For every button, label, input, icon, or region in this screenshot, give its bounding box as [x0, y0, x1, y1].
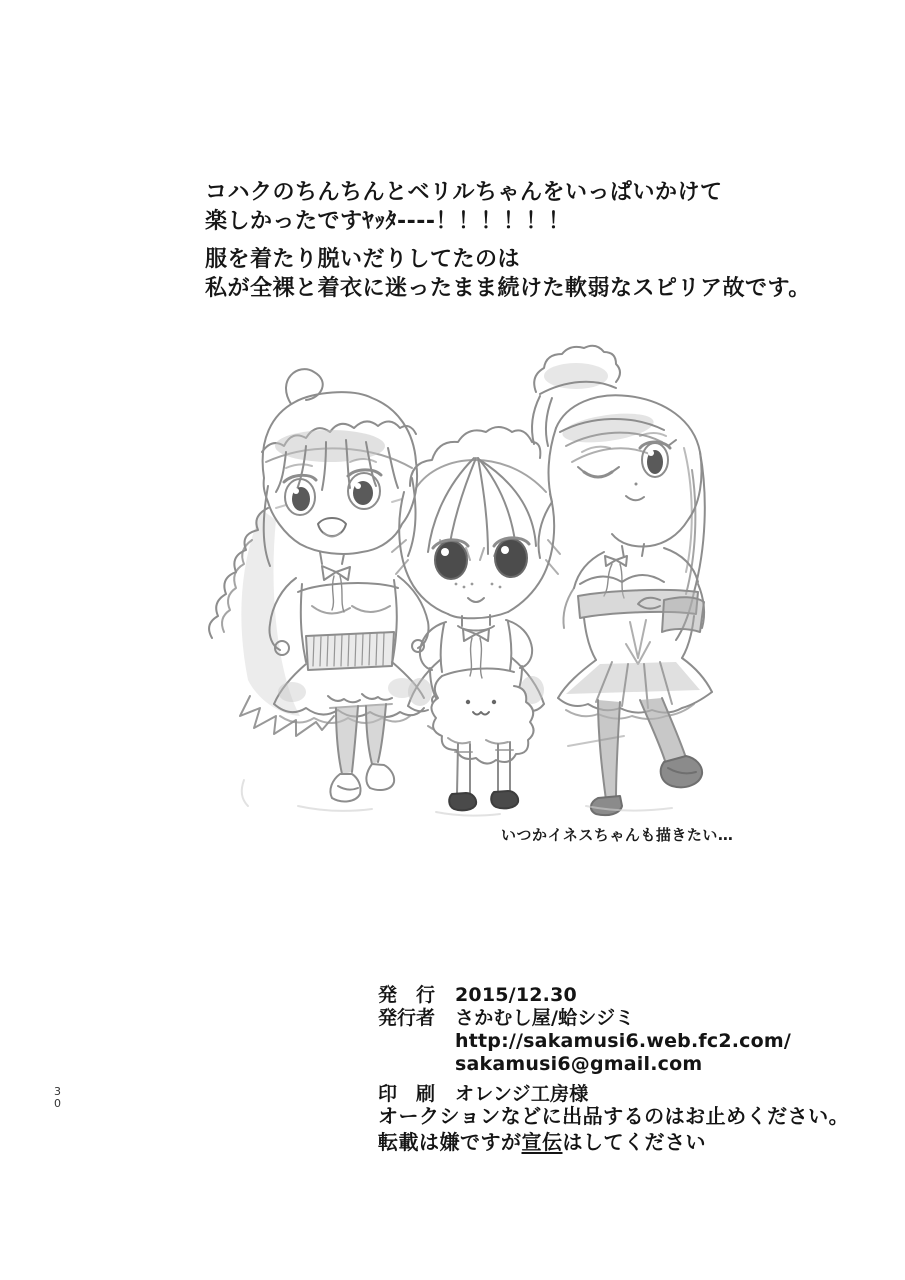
colophon-label [378, 1030, 455, 1053]
colophon-website-url: http://sakamusi6.web.fc2.com/ [455, 1030, 792, 1052]
colophon-email: sakamusi6@gmail.com [455, 1053, 703, 1075]
notes-line-1: オークションなどに出品するのはお止めください。 [378, 1104, 850, 1128]
notes-line-2-pre: 転載は嫌ですが [378, 1130, 522, 1154]
notes-line-2 [378, 1129, 849, 1155]
colophon-row-website [378, 1030, 791, 1053]
page-number: 30 [54, 1085, 61, 1110]
afterword-line-1: コハクのちんちんとベリルちゃんをいっぱいかけて [205, 180, 723, 205]
illustration-caption: いつかイネスちゃんも描きたい… [501, 826, 734, 844]
colophon-row-published [378, 984, 791, 1007]
sketch-girl-left [209, 369, 428, 801]
afterword-line-4: 私が全裸と着衣に迷ったまま続けた軟弱なスピリア故です。 [205, 276, 811, 301]
sketch-girl-right [532, 346, 712, 815]
afterword-line-3: 服を着たり脱いだりしてたのは [205, 247, 521, 272]
colophon-publisher-name: さかむし屋/蛤シジミ [455, 1007, 635, 1029]
colophon-row-email [378, 1053, 791, 1076]
colophon-label: 発行者 [378, 1007, 436, 1029]
colophon-printer-name: オレンジ工房様 [455, 1083, 589, 1105]
notes-line-2-post: はしてください [562, 1130, 706, 1154]
colophon-notes [378, 1103, 849, 1155]
colophon-label: 印 刷 [378, 1083, 436, 1105]
colophon-publish-date: 2015/12.30 [455, 984, 577, 1006]
colophon-row-publisher [378, 1007, 791, 1030]
notes-line-2-underlined: 宣伝 [521, 1130, 563, 1154]
afterword-line-2: 楽しかったですﾔｯﾀ----！！！！！！ [205, 209, 571, 234]
colophon-label: 発 行 [378, 984, 436, 1006]
colophon [378, 984, 791, 1106]
colophon-label [378, 1053, 455, 1076]
